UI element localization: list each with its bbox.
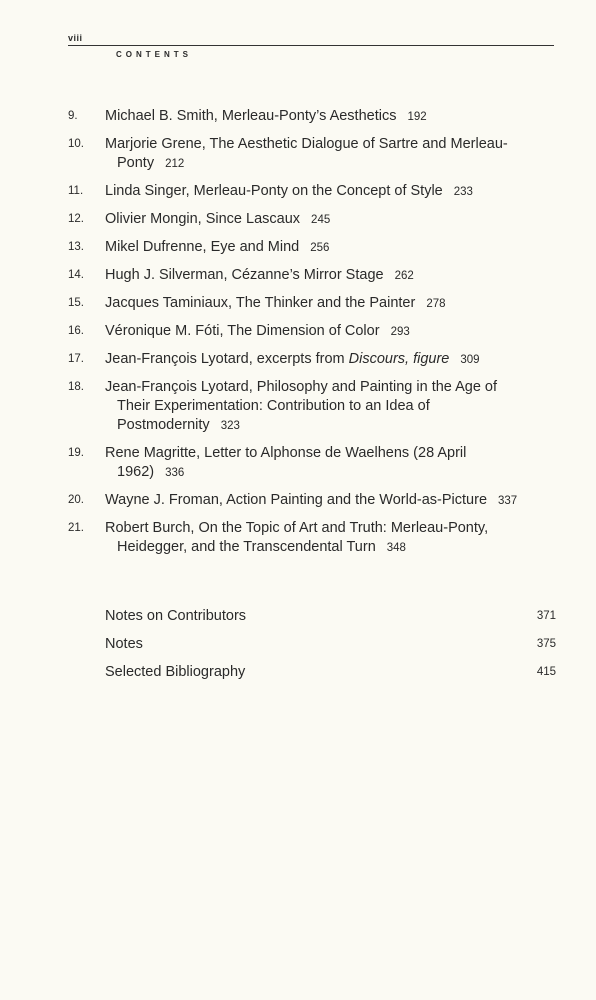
entry-title-text: Mikel Dufrenne, Eye and Mind (105, 239, 300, 255)
entry-number: 20. (68, 494, 84, 506)
entry-page-number: 309 (460, 354, 480, 366)
back-matter-entry (0, 635, 596, 663)
entry-page-number: 336 (165, 467, 185, 479)
running-title: CONTENTS (116, 50, 192, 59)
toc-entry (0, 378, 596, 436)
header-rule (68, 45, 554, 46)
entry-number: 18. (68, 381, 84, 393)
toc-entry (0, 107, 596, 127)
back-matter-label: Notes on Contributors (105, 608, 247, 624)
entry-page-number: 348 (386, 542, 406, 554)
entry-page-number: 233 (453, 186, 473, 198)
entry-title (105, 378, 527, 436)
back-matter-page-number: 375 (536, 638, 556, 650)
entry-page-number: 256 (310, 242, 330, 254)
entry-number: 16. (68, 325, 84, 337)
back-matter-entry (0, 607, 596, 635)
entry-title (105, 350, 527, 370)
entry-number: 12. (68, 213, 84, 225)
back-matter-list (0, 607, 596, 691)
entry-title-text: Robert Burch, On the Topic of Art and Truth: Merleau-Ponty, Heidegger, and the Transcendental Turn (105, 520, 489, 555)
entry-number: 13. (68, 241, 84, 253)
entry-title-text: Jean-François Lyotard, Philosophy and Painting in the Age of Their Experimentation: Contribution to an Idea of Postmodernity (105, 379, 498, 433)
entry-page-number: 212 (165, 158, 185, 170)
entry-title-text: Hugh J. Silverman, Cézanne’s Mirror Stage (105, 267, 384, 283)
toc-entry (0, 491, 596, 511)
entry-number: 19. (68, 447, 84, 459)
toc-entry (0, 238, 596, 258)
entry-title (105, 210, 527, 230)
entry-title-text: Jacques Taminiaux, The Thinker and the Painter (105, 295, 416, 311)
entry-title-text: Jean-François Lyotard, excerpts from (105, 351, 349, 367)
back-matter-page-number: 371 (536, 610, 556, 622)
toc-entry (0, 182, 596, 202)
entry-title-text: Olivier Mongin, Since Lascaux (105, 211, 301, 227)
entry-title-text: Michael B. Smith, Merleau-Ponty’s Aesthetics (105, 108, 397, 124)
entry-number: 10. (68, 138, 84, 150)
entry-page-number: 278 (426, 298, 446, 310)
toc-entry (0, 444, 596, 483)
entry-number: 15. (68, 297, 84, 309)
entry-title (105, 491, 527, 511)
entry-title (105, 266, 527, 286)
entry-title-text: Rene Magritte, Letter to Alphonse de Waelhens (28 April 1962) (105, 445, 467, 480)
entry-number: 17. (68, 353, 84, 365)
toc-entry (0, 519, 596, 558)
entry-title (105, 107, 527, 127)
entry-title (105, 135, 527, 174)
entry-page-number: 323 (220, 420, 240, 432)
toc-entry (0, 135, 596, 174)
entry-title (105, 444, 527, 483)
toc-list (0, 107, 596, 566)
entry-title (105, 294, 527, 314)
entry-title-text: Linda Singer, Merleau-Ponty on the Concept of Style (105, 183, 443, 199)
toc-entry (0, 294, 596, 314)
page-number: viii (68, 33, 83, 43)
back-matter-label: Selected Bibliography (105, 664, 246, 680)
back-matter-page-number: 415 (536, 666, 556, 678)
entry-page-number: 293 (390, 326, 410, 338)
entry-title-italic: Discours, figure (348, 351, 450, 367)
entry-page-number: 262 (394, 270, 414, 282)
toc-entry (0, 266, 596, 286)
entry-number: 9. (68, 110, 78, 122)
entry-number: 21. (68, 522, 84, 534)
toc-entry (0, 322, 596, 342)
back-matter-label: Notes (105, 636, 143, 652)
entry-page-number: 192 (407, 111, 427, 123)
entry-title (105, 182, 527, 202)
entry-number: 11. (68, 185, 84, 197)
back-matter-entry (0, 663, 596, 691)
entry-page-number: 337 (498, 495, 518, 507)
entry-title-text: Wayne J. Froman, Action Painting and the World-as-Picture (105, 492, 488, 508)
toc-entry (0, 210, 596, 230)
entry-title (105, 322, 527, 342)
entry-title-text: Marjorie Grene, The Aesthetic Dialogue of Sartre and Merleau-Ponty (105, 136, 508, 171)
entry-number: 14. (68, 269, 84, 281)
entry-page-number: 245 (311, 214, 331, 226)
entry-title (105, 238, 527, 258)
entry-title-text: Véronique M. Fóti, The Dimension of Color (105, 323, 380, 339)
entry-title (105, 519, 527, 558)
toc-entry (0, 350, 596, 370)
